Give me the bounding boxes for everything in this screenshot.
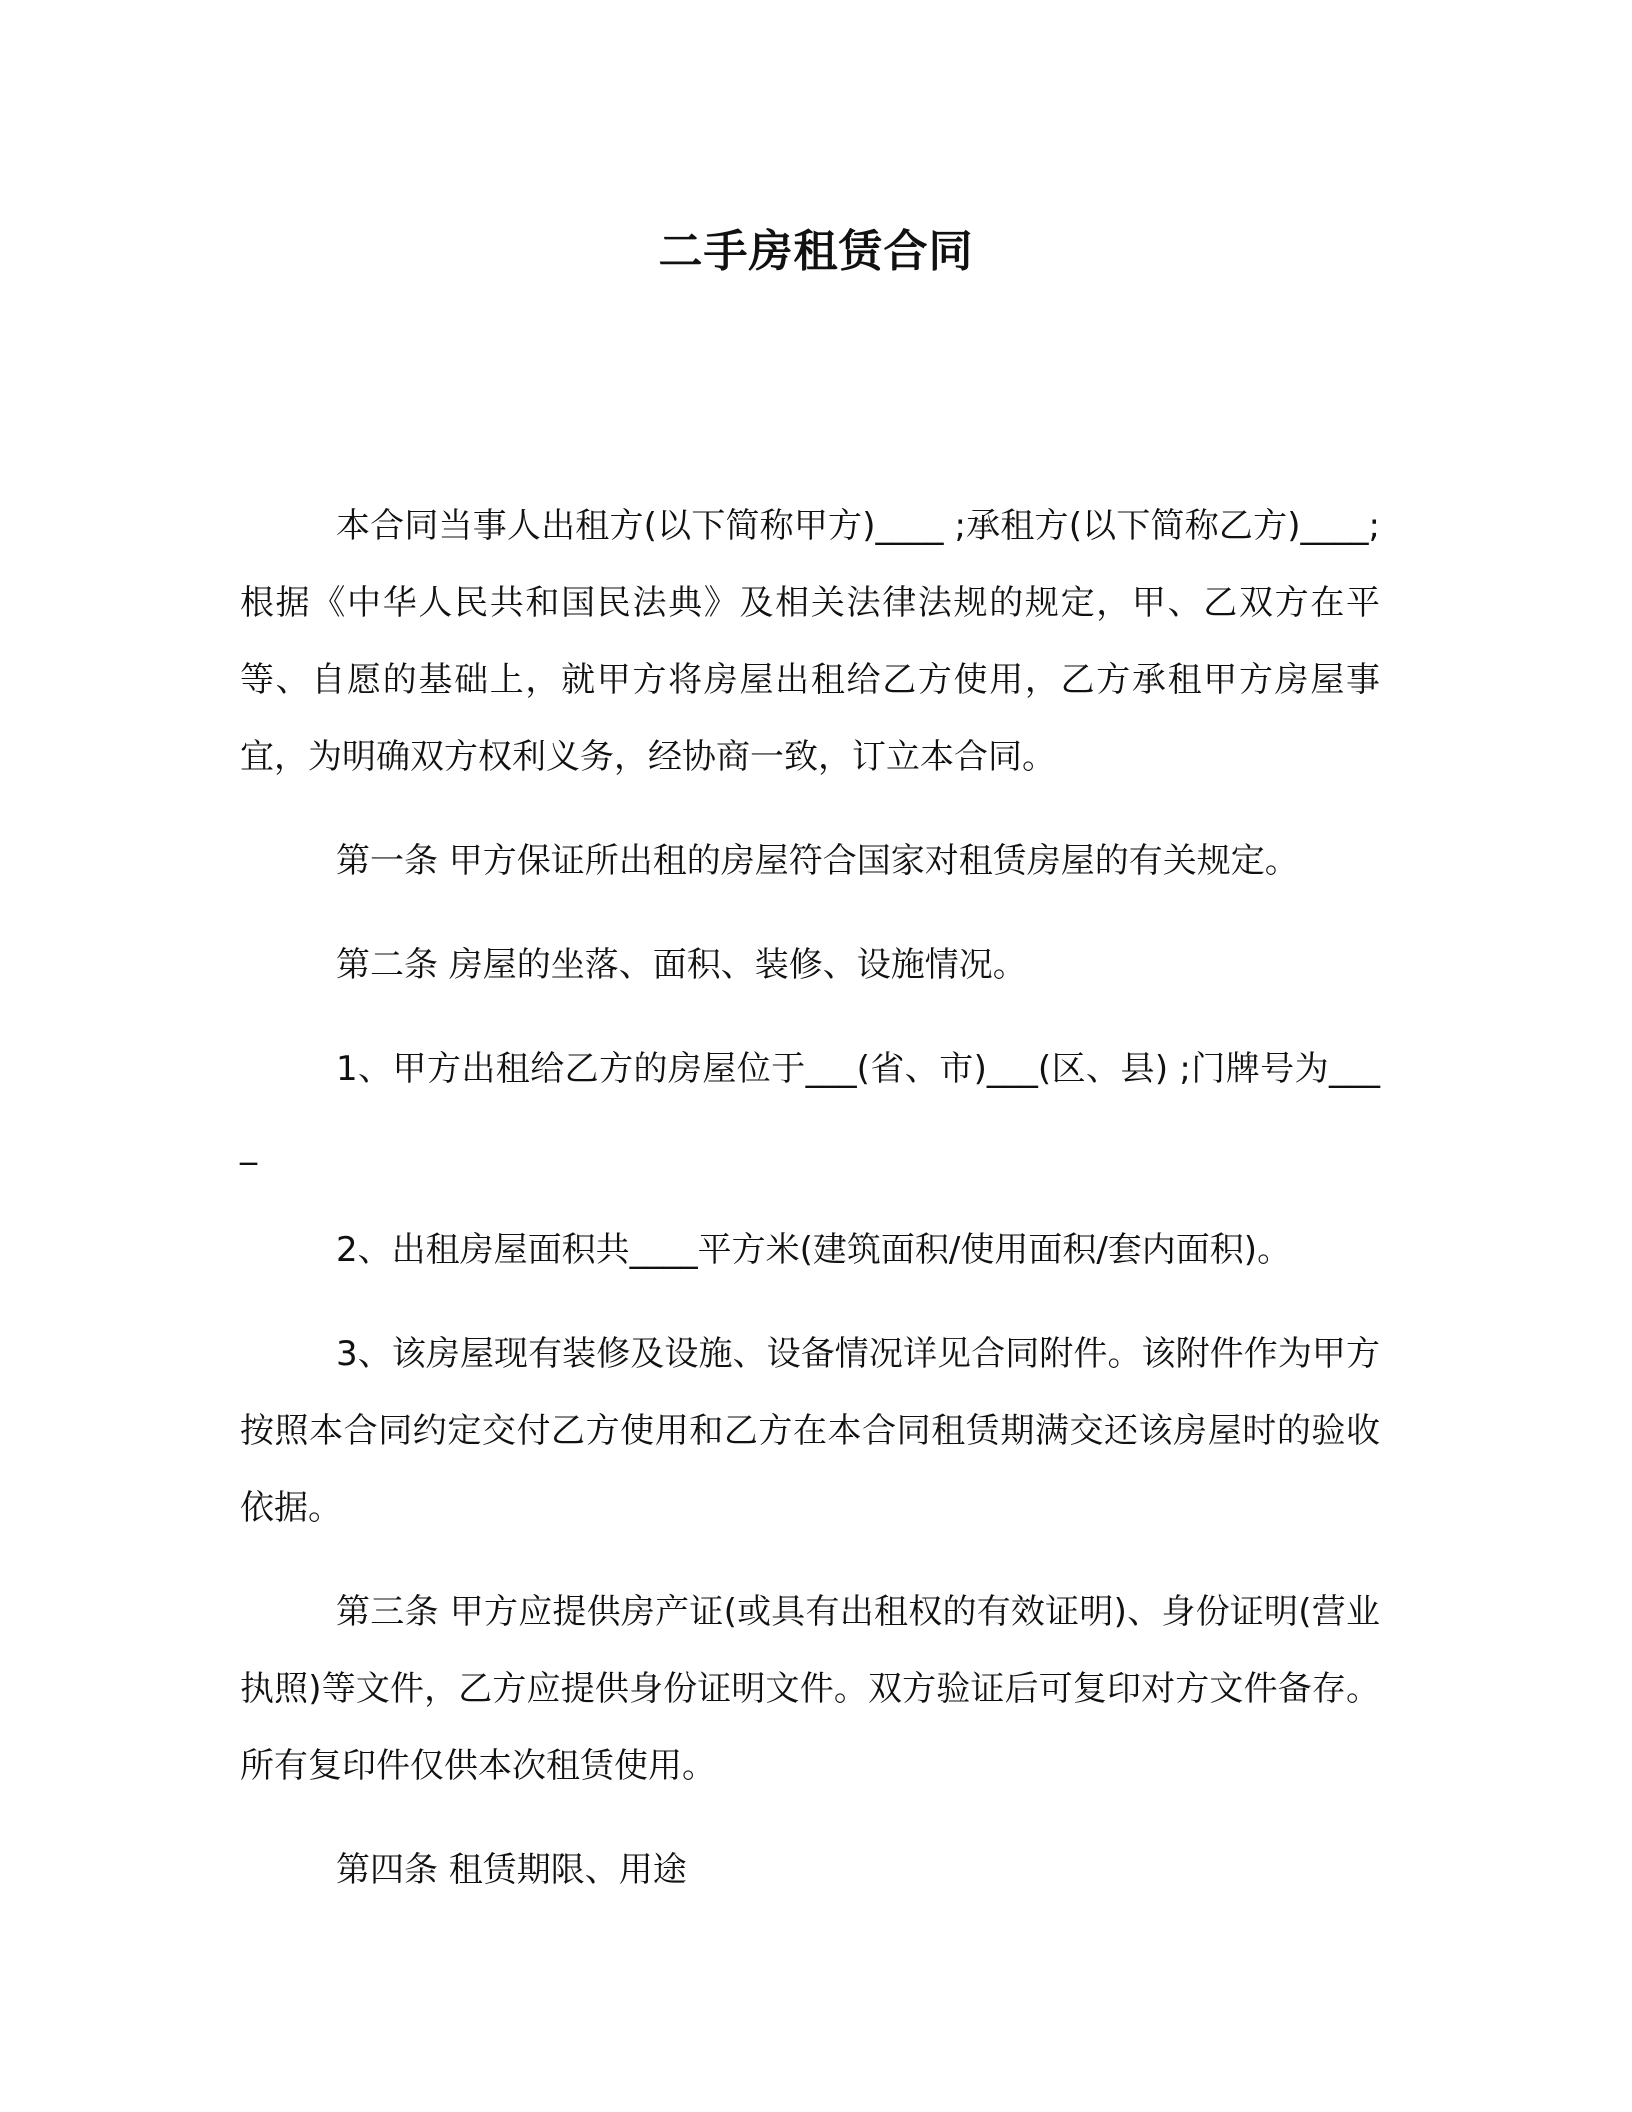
paragraph-preamble: 本合同当事人出租方(以下简称甲方)____ ;承租方(以下简称乙方)____;根据《中华人民共和国民法典》及相关法律法规的规定，甲、乙双方在平等、自愿的基础上，就甲方将房屋出租给乙方使用，乙方承租甲方房屋事宜，为明确双方权利义务，经协商一致，订立本合同。 bbox=[240, 506, 1380, 777]
paragraph-article-1: 第一条 甲方保证所出租的房屋符合国家对租赁房屋的有关规定。 bbox=[336, 841, 1299, 881]
paragraph-article-2-item-2: 2、出租房屋面积共____平方米(建筑面积/使用面积/套内面积)。 bbox=[336, 1230, 1292, 1270]
paragraph-article-3: 第三条 甲方应提供房产证(或具有出租权的有效证明)、身份证明(营业执照)等文件，乙方应提供身份证明文件。双方验证后可复印对方文件备存。所有复印件仅供本次租赁使用。 bbox=[240, 1592, 1380, 1786]
paragraph-article-2-item-1: 1、甲方出租给乙方的房屋位于___(省、市)___(区、县) ;门牌号为____ bbox=[240, 1049, 1380, 1166]
paragraph-article-2-item-3: 3、该房屋现有装修及设施、设备情况详见合同附件。该附件作为甲方按照本合同约定交付乙方使用和乙方在本合同租赁期满交还该房屋时的验收依据。 bbox=[240, 1334, 1380, 1528]
paragraph-article-2: 第二条 房屋的坐落、面积、装修、设施情况。 bbox=[336, 945, 1027, 985]
document-title: 二手房租赁合同 bbox=[658, 226, 974, 277]
document-body bbox=[240, 488, 1380, 1936]
paragraph-article-4: 第四条 租赁期限、用途 bbox=[336, 1850, 687, 1890]
